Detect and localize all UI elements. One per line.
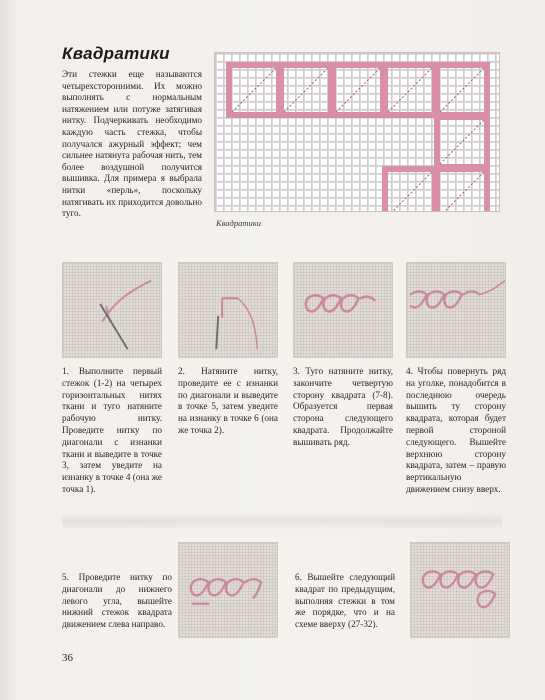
section-heading: Квадратики	[62, 44, 170, 63]
step-3-photo	[293, 262, 393, 358]
step-5-text: 5. Проведите нитку по диагонали до нижнего левого угла, вышейте нижний стежок квадрата движением слева направо.	[62, 572, 172, 630]
step-6-text: 6. Вышейте следующий квадрат по предыдущим, выполняя стежки в том же порядке, что и на схеме вверху (27-32).	[295, 572, 395, 630]
step-6-illustration	[411, 543, 509, 637]
step-1-photo	[62, 262, 162, 358]
faint-separator	[62, 512, 502, 530]
step-4-text: 4. Чтобы повернуть ряд на уголке, понадобится в последнюю очередь вышить ту сторону квадрата, которая будет первой стороной следующего. Вышейте верхнюю сторону квадрата, затем – правую вертикальную движением снизу вверх.	[406, 366, 506, 494]
intro-paragraph: Эти стежки еще называются четырехсторонними. Их можно выполнять с нормальным натяжением или потуже затягивая нитку. Подчеркивать необходимо каждую часть стежка, чтобы получался ажурный эффект; чем сильнее натянута рабочая нить, тем более воздушной получится вышивка. Для примера я выбрала нитки «перль», поскольку натягивать их приходится довольно туго.	[62, 69, 202, 219]
step-1-text: 1. Выполните первый стежок (1-2) на четырех горизонтальных нитях ткани и туго натяните рабочую нитку. Проведите нитку по диагонали с изнанки ткани и выведите в точке 3, затем уведите на изнанку в точке 4 (она же точка 1).	[62, 366, 162, 494]
step-4-photo	[406, 262, 506, 358]
stitch-diagram-graphic	[215, 53, 500, 212]
step-3-text: 3. Туго натяните нитку, закончите четвертую сторону квадрата (7-8). Образуется первая сторона следующего квадрата. Продолжайте вышивать ряд.	[293, 366, 393, 447]
diagram-caption: Квадратики	[216, 218, 261, 228]
step-2-photo	[178, 262, 278, 358]
step-5-photo	[178, 542, 278, 638]
stitch-diagram	[214, 52, 500, 212]
page-number: 36	[62, 652, 73, 664]
step-3-illustration	[294, 263, 392, 357]
step-1-illustration	[63, 263, 161, 357]
step-6-photo	[410, 542, 510, 638]
step-2-illustration	[179, 263, 277, 357]
step-2-text: 2. Натяните нитку, проведите ее с изнанки по диагонали и выведите в точке 5, затем уведите на изнанку в точке 6 (она же точка 2).	[178, 366, 278, 435]
step-4-illustration	[407, 263, 505, 357]
step-5-illustration	[179, 543, 277, 637]
